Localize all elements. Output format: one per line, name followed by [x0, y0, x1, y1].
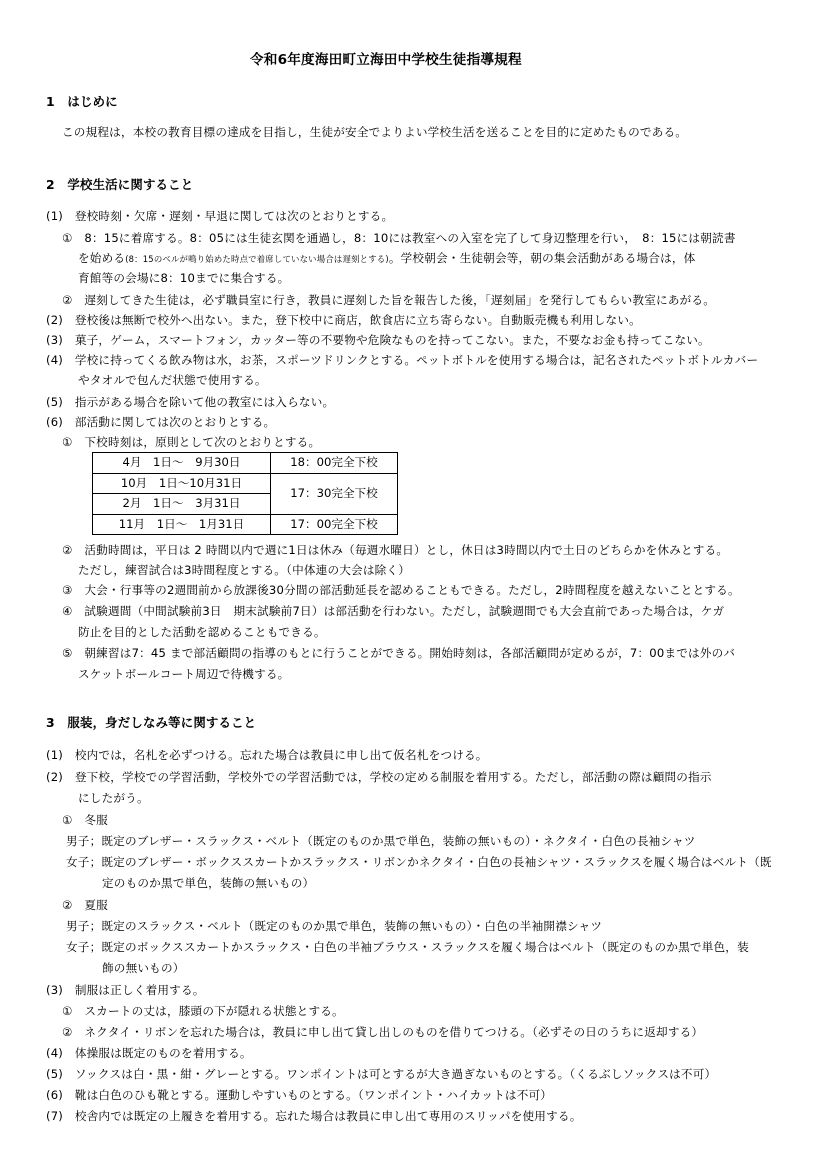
item-2-6-d-line1: ④ 試験週間（中間試験前3日 期末試験前7日）は部活動を行わない。ただし，試験週間でも大会直前であった場合は，ケガ: [62, 604, 725, 618]
item-2-6-a: ① 下校時刻は，原則として次のとおりとする。: [62, 435, 321, 449]
item-2-4-line2: やタオルで包んだ状態で使用する。: [78, 373, 267, 387]
table-row: [93, 473, 398, 494]
winter-girls-line1: 女子；既定のブレザー・ボックススカートかスラックス・リボンかネクタイ・白色の長袖シャツ・スラックスを履く場合はベルト（既: [66, 855, 772, 869]
item-2-1-a-text: を始める: [78, 251, 126, 265]
late-note: (8：15のベルが鳴り始めた時点で着席していない場合は遅刻とする): [125, 254, 389, 264]
summer-girls-line1: 女子；既定のボックススカートかスラックス・白色の半袖ブラウス・スラックスを履く場合はベルト（既定のものか黒で単色，装: [66, 940, 749, 954]
item-2-6-c: ③ 大会・行事等の2週間前から放課後30分間の部活動延長を認めることもできる。ただし，2時間程度を越えないこととする。: [62, 583, 740, 597]
item-2-1-b: ② 遅刻してきた生徒は，必ず職員室に行き，教員に遅刻した旨を報告した後，「遅刻届」を発行してもらい教室にあがる。: [62, 293, 715, 307]
item-2-1-a-line3: 育館等の会場に8：10までに集合する。: [78, 271, 290, 285]
item-3-6: (6) 靴は白色のひも靴とする。運動しやすいものとする。（ワンポイント・ハイカットは不可）: [46, 1088, 553, 1102]
item-3-5: (5) ソックスは白・黒・紺・グレーとする。ワンポイントは可とするが大き過ぎないものとする。（くるぶしソックスは不可）: [46, 1067, 717, 1081]
item-2-4-line1: (4) 学校に持ってくる飲み物は水，お茶，スポーツドリンクとする。ペットボトルを使用する場合は，記名されたペットボトルカバー: [46, 353, 759, 367]
item-3-4: (4) 体操服は既定のものを着用する。: [46, 1046, 252, 1060]
summer-boys: 男子；既定のスラックス・ベルト（既定のものか黒で単色，装飾の無いもの）・白色の半袖開襟シャツ: [66, 919, 603, 933]
winter-girls-line2: 定のものか黒で単色，装飾の無いもの）: [102, 876, 315, 890]
item-2-1-a-line1: ① 8：15に着席する。8：05には生徒玄関を通過し，8：10には教室への入室を完了して身辺整理を行い， 8：15には朝読書: [62, 231, 736, 245]
schedule-period-cell: 4月 1日～ 9月30日: [93, 453, 271, 474]
item-2-6-e-line1: ⑤ 朝練習は7：45 まで部活顧問の指導のもとに行うことができる。開始時刻は，各部活顧問が定めるが，7：00までは外のバ: [62, 646, 736, 660]
item-3-3-b: ② ネクタイ・リボンを忘れた場合は，教員に申し出て貸し出しのものを借りてつける。（必ずその日のうちに返却する）: [62, 1025, 704, 1039]
item-2-6-d-line2: 防止を目的とした活動を認めることもできる。: [78, 625, 326, 639]
item-2-1-a-text-cont: 。学校朝会・生徒朝会等，朝の集会活動がある場合は，体: [388, 251, 696, 265]
schedule-time-cell: 18：00完全下校: [271, 453, 398, 474]
table-row: [93, 514, 398, 535]
item-2-6-b-line2: ただし，練習試合は3時間程度とする。（中体連の大会は除く）: [78, 563, 411, 577]
page-title: 令和6年度海田町立海田中学校生徒指導規程: [250, 52, 522, 68]
section-1-text: この規程は，本校の教育目標の達成を目指し，生徒が安全でよりよい学校生活を送ることを目的に定めたものである。: [62, 125, 688, 139]
table-row: [93, 453, 398, 474]
item-3-7: (7) 校舎内では既定の上履きを着用する。忘れた場合は教員に申し出て専用のスリッパを使用する。: [46, 1109, 582, 1123]
item-2-1: (1) 登校時刻・欠席・遅刻・早退に関しては次のとおりとする。: [46, 209, 394, 223]
item-3-1: (1) 校内では，名札を必ずつける。忘れた場合は教員に申し出て仮名札をつける。: [46, 748, 488, 762]
dismissal-schedule-table: [92, 452, 398, 535]
schedule-period-cell: 10月 1日～10月31日: [93, 473, 271, 494]
schedule-time-cell: 17：30完全下校: [271, 473, 398, 514]
section-1-heading: 1 はじめに: [46, 94, 118, 109]
item-2-1-a-line2: [78, 248, 695, 268]
schedule-period-cell: 11月 1日～ 1月31日: [93, 514, 271, 535]
item-3-3-a: ① スカートの丈は，膝頭の下が隠れる状態とする。: [62, 1004, 344, 1018]
item-3-2-line1: (2) 登下校，学校での学習活動，学校外での学習活動では，学校の定める制服を着用する。ただし，部活動の際は顧問の指示: [46, 770, 712, 784]
item-2-5: (5) 指示がある場合を除いて他の教室には入らない。: [46, 395, 335, 409]
summer-uniform-heading: ② 夏服: [62, 898, 108, 912]
item-3-2-line2: にしたがう。: [78, 791, 149, 805]
section-3-heading: 3 服装，身だしなみ等に関すること: [46, 715, 257, 730]
item-2-3: (3) 菓子，ゲーム，スマートフォン，カッター等の不要物や危険なものを持ってこない。また，不要なお金も持ってこない。: [46, 333, 710, 347]
schedule-period-cell: 2月 1日～ 3月31日: [93, 494, 271, 515]
summer-girls-line2: 飾の無いもの）: [102, 961, 185, 975]
section-2-heading: 2 学校生活に関すること: [46, 177, 194, 192]
item-2-2: (2) 登校後は無断で校外へ出ない。また，登下校中に商店，飲食店に立ち寄らない。自動販売機も利用しない。: [46, 313, 641, 327]
winter-boys: 男子；既定のブレザー・スラックス・ベルト（既定のものか黒で単色，装飾の無いもの）・ネクタイ・白色の長袖シャツ: [66, 834, 696, 848]
schedule-time-cell: 17：00完全下校: [271, 514, 398, 535]
item-2-6-e-line2: スケットボールコート周辺で待機する。: [78, 667, 290, 681]
item-3-3: (3) 制服は正しく着用する。: [46, 983, 205, 997]
item-2-6: (6) 部活動に関しては次のとおりとする。: [46, 415, 276, 429]
item-2-6-b-line1: ② 活動時間は，平日は 2 時間以内で週に1日は休み（毎週水曜日）とし，休日は3時間以内で土日のどちらかを休みとする。: [62, 543, 729, 557]
winter-uniform-heading: ① 冬服: [62, 813, 108, 827]
